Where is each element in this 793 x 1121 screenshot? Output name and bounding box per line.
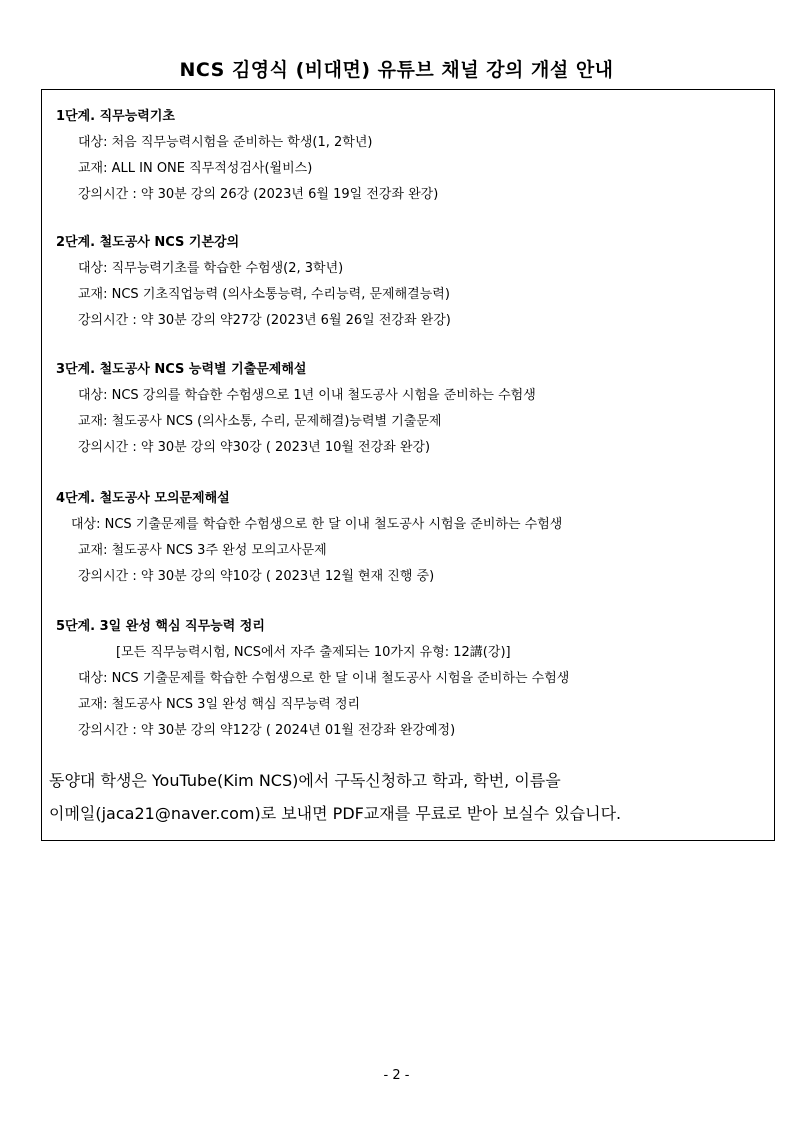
content-box — [41, 89, 775, 841]
step-time: 강의시간 : 약 30분 강의 약30강 ( 2023년 10월 전강좌 완강) — [78, 440, 431, 455]
step-time: 강의시간 : 약 30분 강의 약10강 ( 2023년 12월 현재 진행 중) — [78, 569, 435, 584]
step-textbook: 교재: NCS 기초직업능력 (의사소통능력, 수리능력, 문제해결능력) — [78, 287, 450, 302]
step-1 — [56, 104, 766, 208]
step-target: 대상: NCS 강의를 학습한 수험생으로 1년 이내 철도공사 시험을 준비하는 수험생 — [78, 388, 536, 403]
step-5 — [56, 614, 766, 744]
footer-line-1: 동양대 학생은 YouTube(Kim NCS)에서 구독신청하고 학과, 학번, 이름을 — [49, 771, 561, 790]
step-heading: 4단계. 철도공사 모의문제해설 — [56, 491, 230, 506]
step-heading: 1단계. 직무능력기초 — [56, 109, 175, 124]
step-target: 대상: NCS 기출문제를 학습한 수험생으로 한 달 이내 철도공사 시험을 준비하는 수험생 — [71, 517, 563, 532]
page-title: NCS 김영식 (비대면) 유튜브 채널 강의 개설 안내 — [179, 59, 614, 81]
step-time: 강의시간 : 약 30분 강의 약27강 (2023년 6월 26일 전강좌 완강) — [78, 313, 451, 328]
step-target: 대상: 직무능력기초를 학습한 수험생(2, 3학년) — [78, 261, 344, 276]
footer-line-2: 이메일(jaca21@naver.com)로 보내면 PDF교재를 무료로 받아 보실수 있습니다. — [49, 804, 622, 823]
step-note: [모든 직무능력시험, NCS에서 자주 출제되는 10가지 유형: 12講(강)] — [116, 645, 511, 660]
footer-notice — [49, 764, 773, 830]
step-heading: 2단계. 철도공사 NCS 기본강의 — [56, 235, 240, 250]
step-textbook: 교재: 철도공사 NCS 3일 완성 핵심 직무능력 정리 — [78, 697, 361, 712]
step-2 — [56, 230, 766, 334]
step-heading: 3단계. 철도공사 NCS 능력별 기출문제해설 — [56, 362, 307, 377]
step-textbook: 교재: ALL IN ONE 직무적성검사(윌비스) — [78, 161, 313, 176]
step-time: 강의시간 : 약 30분 강의 약12강 ( 2024년 01월 전강좌 완강예정) — [78, 723, 456, 738]
step-heading: 5단계. 3일 완성 핵심 직무능력 정리 — [56, 619, 265, 634]
step-textbook: 교재: 철도공사 NCS (의사소통, 수리, 문제해결)능력별 기출문제 — [78, 414, 442, 429]
step-3 — [56, 357, 766, 461]
step-4 — [56, 486, 766, 590]
step-target: 대상: 처음 직무능력시험을 준비하는 학생(1, 2학년) — [78, 135, 373, 150]
step-target: 대상: NCS 기출문제를 학습한 수험생으로 한 달 이내 철도공사 시험을 준비하는 수험생 — [78, 671, 570, 686]
step-textbook: 교재: 철도공사 NCS 3주 완성 모의고사문제 — [78, 543, 327, 558]
step-time: 강의시간 : 약 30분 강의 26강 (2023년 6월 19일 전강좌 완강) — [78, 187, 439, 202]
page-number: - 2 - — [383, 1068, 410, 1083]
